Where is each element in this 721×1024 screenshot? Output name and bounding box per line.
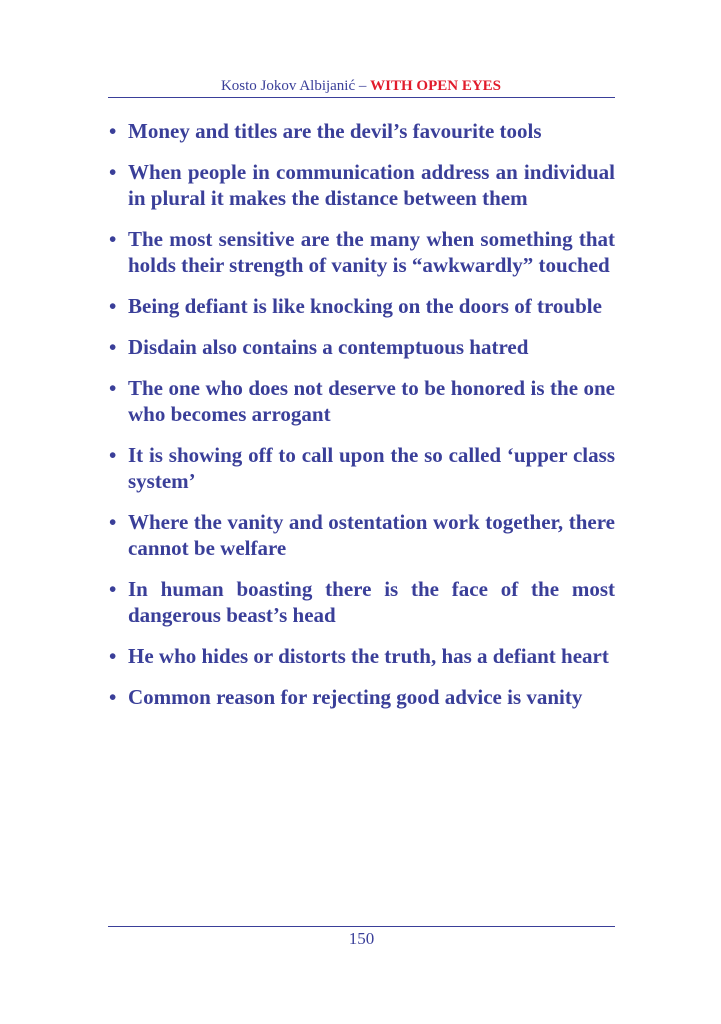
bullet-icon: • — [109, 577, 117, 601]
bullet-icon: • — [109, 644, 117, 668]
list-item-text: Common reason for rejecting good advice is vanity — [128, 685, 583, 709]
bullet-icon: • — [109, 294, 117, 318]
header-rule — [108, 97, 615, 98]
list-item — [108, 684, 615, 710]
list-item-text: Money and titles are the devil’s favourite tools — [128, 119, 542, 143]
list-item — [108, 293, 615, 319]
header-book-title: WITH OPEN EYES — [370, 78, 502, 94]
bullet-icon: • — [109, 376, 117, 400]
bullet-icon: • — [109, 160, 117, 184]
bullet-icon: • — [109, 443, 117, 467]
running-header — [108, 76, 614, 96]
list-item — [108, 375, 615, 427]
bullet-icon: • — [109, 510, 117, 534]
bullet-icon: • — [109, 335, 117, 359]
list-item — [108, 643, 615, 669]
list-item — [108, 442, 615, 494]
bullet-icon: • — [109, 685, 117, 709]
aphorism-list — [108, 118, 615, 725]
list-item-text: When people in communication address an individual in plural it makes the distance between them — [128, 160, 615, 210]
list-item — [108, 118, 615, 144]
list-item-text: Where the vanity and ostentation work together, there cannot be welfare — [128, 510, 615, 560]
list-item-text: The most sensitive are the many when something that holds their strength of vanity is “awkwardly” touched — [128, 227, 615, 277]
list-item — [108, 509, 615, 561]
bullet-icon: • — [109, 119, 117, 143]
list-item — [108, 334, 615, 360]
header-author: Kosto Jokov Albijanić – — [220, 78, 371, 94]
list-item-text: He who hides or distorts the truth, has a defiant heart — [128, 644, 609, 668]
list-item-text: In human boasting there is the face of the most dangerous beast’s head — [128, 577, 615, 627]
list-item-text: The one who does not deserve to be honored is the one who becomes arrogant — [128, 376, 615, 426]
list-item-text: Being defiant is like knocking on the doors of trouble — [128, 294, 602, 318]
list-item-text: It is showing off to call upon the so called ‘upper class system’ — [128, 443, 615, 493]
list-item — [108, 576, 615, 628]
footer-rule — [108, 926, 615, 927]
bullet-icon: • — [109, 227, 117, 251]
list-item — [108, 226, 615, 278]
list-item-text: Disdain also contains a contemptuous hatred — [128, 335, 529, 359]
page-number: 150 — [348, 929, 375, 948]
list-item — [108, 159, 615, 211]
